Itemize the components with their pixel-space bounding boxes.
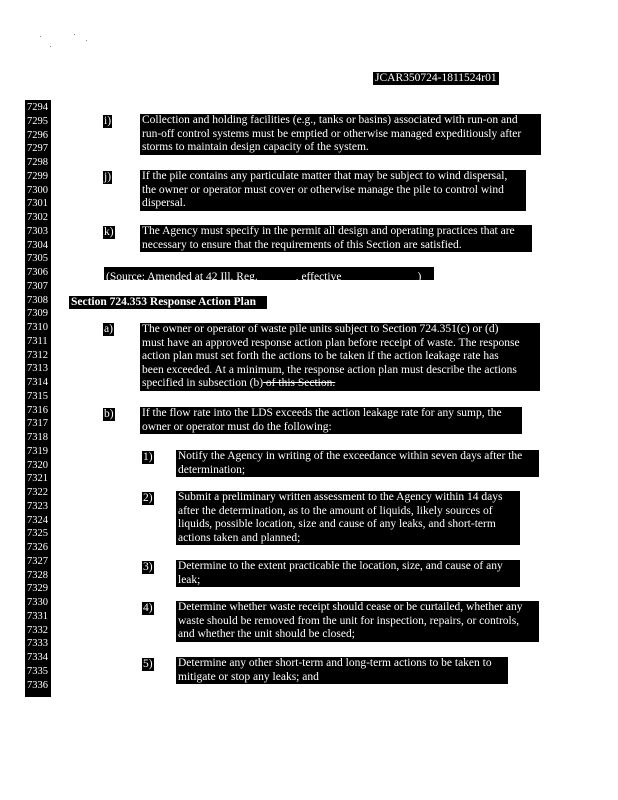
list-item: [176, 450, 539, 477]
line-number: 7308: [27, 294, 48, 306]
line-number: 7315: [27, 390, 48, 402]
source-note-prefix: (Source: Amended at 42 Ill. Reg.: [106, 271, 258, 283]
paragraph-label: i): [104, 115, 112, 127]
line-number: 7306: [27, 267, 48, 278]
line-number: 7330: [27, 597, 48, 608]
line-number: 7312: [27, 349, 48, 361]
text-line: Determine to the extent practicable the location, size, and cause of any: [178, 560, 503, 572]
text-line: storms to maintain design capacity of the system.: [142, 141, 369, 154]
line-number: 7316: [27, 404, 48, 416]
text-line: Determine any other short-term and long-term actions to be taken to: [178, 657, 492, 669]
line-number: 7298: [27, 157, 48, 168]
line-number: 7336: [27, 679, 48, 691]
line-number: 7310: [27, 322, 48, 333]
line-number: 7302: [27, 212, 48, 223]
text-line: run-off control systems must be emptied or otherwise managed expeditiously after: [142, 127, 522, 140]
list-item: [176, 491, 520, 545]
line-number: 7313: [27, 363, 48, 375]
text-line: The owner or operator of waste pile units subject to Section 724.351(c) or (d): [142, 323, 499, 335]
paragraph-k: [140, 225, 532, 252]
subsection-label: a): [104, 323, 113, 335]
text-line: waste should be removed from the unit for inspection, repairs, or controls,: [178, 614, 520, 627]
text-line: liquids, possible location, size and cause of any leaks, and short-term: [178, 518, 496, 531]
text-line: action plan must set forth the actions to be taken if the action leakage rate has: [142, 350, 499, 363]
text-line: leak;: [178, 573, 201, 586]
paragraph-j: [140, 170, 526, 211]
text-line: owner or operator must do the following:: [142, 420, 332, 433]
line-number: 7301: [27, 198, 48, 210]
line-number: 7329: [27, 583, 48, 595]
line-number: 7325: [27, 528, 48, 540]
text-line: must have an approved response action plan before receipt of waste. The response: [142, 336, 520, 349]
list-item: [176, 560, 520, 587]
text-line: Submit a preliminary written assessment to the Agency within 14 days: [178, 491, 503, 503]
scan-speck: [40, 36, 41, 37]
text-line: Collection and holding facilities (e.g., tanks or basins) associated with run-on and: [142, 114, 518, 126]
line-number: 7328: [27, 569, 48, 581]
line-number: 7299: [27, 170, 48, 182]
line-number: 7334: [27, 652, 48, 663]
paragraph-label: k): [104, 226, 114, 238]
line-number: 7318: [27, 432, 48, 443]
text-line: been exceeded. At a minimum, the response action plan must describe the actions: [142, 363, 517, 376]
line-number: 7323: [27, 500, 48, 512]
line-number: 7326: [27, 542, 48, 553]
scan-speck: [74, 34, 75, 35]
line-number: 7332: [27, 624, 48, 636]
subsection-a: [140, 323, 540, 391]
text-line: after the determination, as to the amount of liquids, likely sources of: [178, 504, 493, 517]
text-line: The Agency must specify in the permit all design and operating practices that are: [142, 225, 515, 237]
struck-text: of this Section.: [263, 377, 336, 390]
scan-speck: [86, 40, 87, 41]
text-line: dispersal.: [142, 197, 186, 210]
item-label: 3): [143, 561, 153, 573]
line-number: 7333: [27, 638, 48, 650]
document-id: JCAR350724-1811524r01: [375, 72, 497, 84]
line-number: 7295: [27, 115, 48, 127]
line-number: 7314: [27, 377, 48, 388]
section-title: Section 724.353 Response Action Plan: [69, 296, 267, 309]
line-number: 7331: [27, 610, 48, 622]
text-line: mitigate or stop any leaks; and: [178, 670, 319, 683]
text-line: Determine whether waste receipt should cease or be curtailed, whether any: [178, 601, 523, 613]
text-line: [142, 377, 538, 391]
line-number: 7303: [27, 225, 48, 237]
source-note: [104, 267, 434, 283]
text-line: If the pile contains any particulate matter that may be subject to wind dispersal,: [142, 170, 508, 182]
paragraph-i: [140, 114, 541, 155]
line-number: 7322: [27, 487, 48, 498]
line-number: 7309: [27, 308, 48, 320]
scan-speck: [50, 46, 51, 47]
list-item: [176, 601, 539, 642]
source-note-suffix: ): [417, 271, 422, 283]
line-number: 7307: [27, 280, 48, 292]
line-number: 7321: [27, 473, 48, 485]
text-line: determination;: [178, 463, 246, 476]
text-line: the owner or operator must cover or otherwise manage the pile to control wind: [142, 183, 504, 196]
text-line-prefix: specified in subsection (b): [142, 377, 264, 390]
text-line: and whether the unit should be closed;: [178, 628, 355, 641]
text-line: necessary to ensure that the requirements of this Section are satisfied.: [142, 238, 462, 251]
subsection-label: b): [104, 408, 114, 420]
line-number: 7324: [27, 514, 48, 526]
text-line: If the flow rate into the LDS exceeds the action leakage rate for any sump, the: [142, 407, 502, 419]
line-number: 7300: [27, 184, 48, 196]
item-label: 4): [143, 602, 153, 614]
list-item: [176, 657, 508, 684]
line-number: 7304: [27, 239, 48, 251]
text-line: actions taken and planned;: [178, 531, 301, 544]
text-line: Notify the Agency in writing of the exceedance within seven days after the: [178, 450, 523, 462]
subsection-b: [140, 407, 522, 434]
line-number: 7294: [27, 102, 48, 113]
item-label: 1): [143, 451, 153, 463]
line-number: 7335: [27, 665, 48, 677]
line-number: 7319: [27, 445, 48, 457]
source-note-effective: , effective: [295, 271, 342, 283]
line-number: 7296: [27, 129, 48, 141]
line-number: 7327: [27, 555, 48, 567]
line-number: 7297: [27, 143, 48, 155]
line-number: 7305: [27, 253, 48, 265]
item-label: 5): [143, 658, 153, 670]
line-number: 7320: [27, 459, 48, 471]
item-label: 2): [143, 492, 153, 504]
line-number: 7311: [27, 335, 48, 347]
paragraph-label: j): [104, 171, 112, 183]
line-number: 7317: [27, 418, 48, 430]
